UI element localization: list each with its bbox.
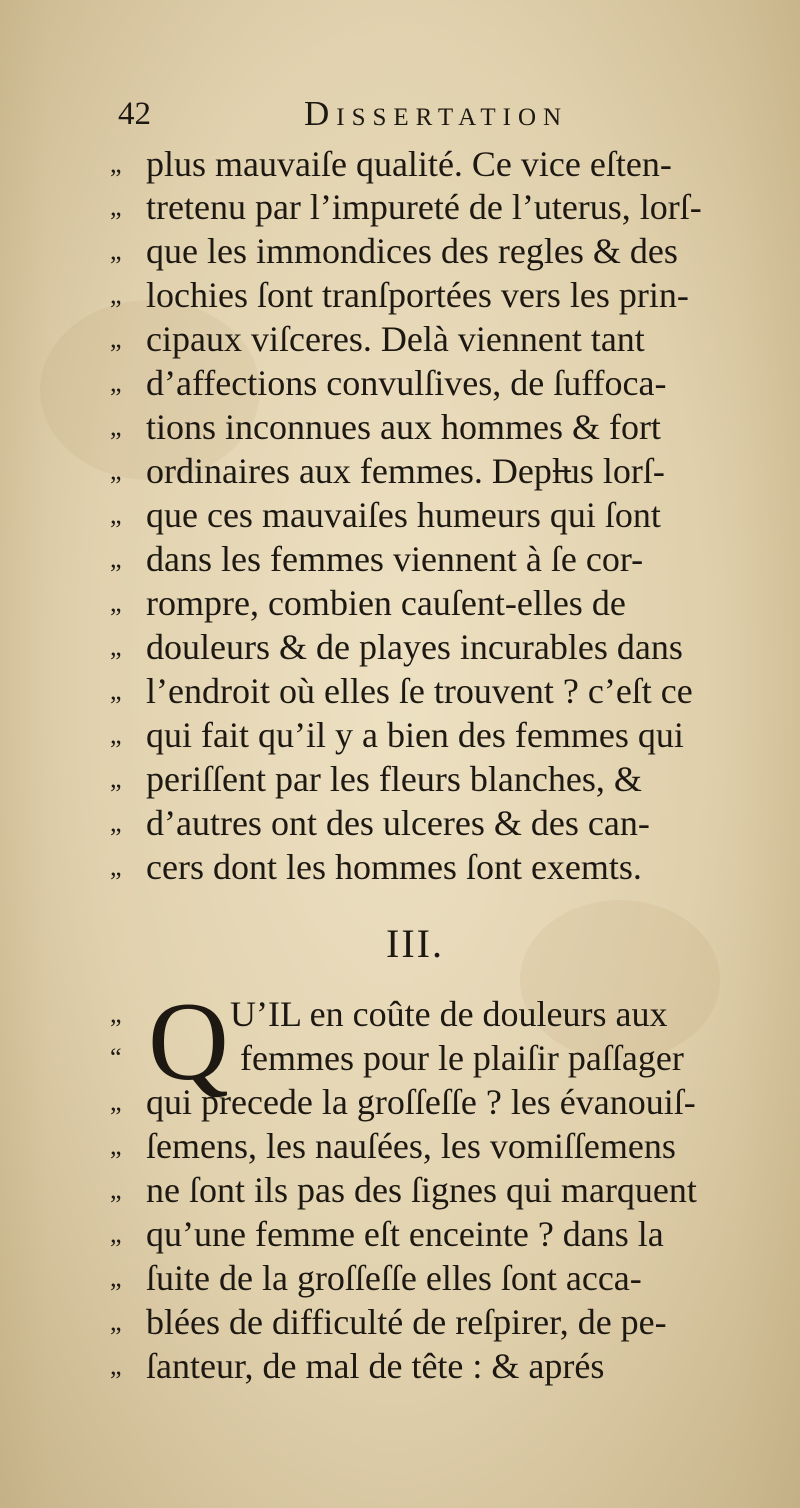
quote-mark: „ bbox=[110, 808, 122, 837]
line-text: qui fait qu’il y a bien des femmes qui bbox=[146, 715, 684, 755]
text-line bbox=[110, 449, 665, 493]
text-line bbox=[110, 1168, 697, 1212]
quote-mark: „ bbox=[110, 236, 122, 265]
text-line bbox=[110, 757, 642, 801]
line-text: blées de difficulté de reſpirer, de pe- bbox=[146, 1302, 667, 1342]
line-text: cers dont les hommes ſont exemts. bbox=[146, 847, 642, 887]
line-text: douleurs & de playes incurables dans bbox=[146, 627, 683, 667]
running-title: Dissertation bbox=[304, 94, 569, 133]
page-number: 42 bbox=[118, 96, 151, 132]
quote-mark: „ bbox=[110, 632, 122, 661]
quote-mark: „ bbox=[110, 324, 122, 353]
quote-mark: „ bbox=[110, 280, 122, 309]
line-text: ſuite de la groſſeſſe elles ſont acca- bbox=[146, 1258, 642, 1298]
text-line bbox=[230, 992, 668, 1036]
text-line bbox=[110, 1256, 642, 1300]
page-header bbox=[118, 94, 678, 144]
line-text: tions inconnues aux hommes & fort bbox=[146, 407, 661, 447]
text-line bbox=[110, 142, 672, 186]
text-line bbox=[240, 1036, 684, 1080]
line-text: U’IL en coûte de douleurs aux bbox=[230, 994, 668, 1034]
text-line bbox=[110, 1300, 667, 1344]
text-line bbox=[110, 1036, 146, 1080]
quote-mark: „ bbox=[110, 720, 122, 749]
line-text: que ces mauvaiſes humeurs qui ſont bbox=[146, 495, 661, 535]
text-line bbox=[110, 361, 667, 405]
quote-mark: „ bbox=[110, 1263, 122, 1292]
line-text: plus mauvaiſe qualité. Ce vice eſten- bbox=[146, 144, 672, 184]
line-text: ſanteur, de mal de tête : & aprés bbox=[146, 1346, 605, 1386]
quote-mark: „ bbox=[110, 588, 122, 617]
quote-mark: “ bbox=[110, 1043, 122, 1072]
quote-mark: „ bbox=[110, 1131, 122, 1160]
quote-mark: „ bbox=[110, 999, 122, 1028]
line-text: dans les femmes viennent à ſe cor- bbox=[146, 539, 644, 579]
line-text: femmes pour le plaiſir paſſager bbox=[240, 1038, 684, 1078]
line-text: d’affections convulſives, de ſuffoca- bbox=[146, 363, 667, 403]
text-line bbox=[110, 537, 643, 581]
quote-mark: „ bbox=[110, 1351, 122, 1380]
text-line bbox=[110, 273, 689, 317]
text-line bbox=[110, 1344, 604, 1388]
line-text: cipaux viſceres. Delà viennent tant bbox=[146, 319, 645, 359]
line-text: que les immondices des regles & des bbox=[146, 231, 678, 271]
text-line bbox=[110, 1212, 664, 1256]
text-line bbox=[110, 185, 702, 229]
line-text: periſſent par les fleurs blanches, & bbox=[146, 759, 642, 799]
quote-mark: „ bbox=[110, 852, 122, 881]
quote-mark: „ bbox=[110, 676, 122, 705]
quote-mark: „ bbox=[110, 500, 122, 529]
drop-cap: Q bbox=[148, 980, 229, 1104]
text-line bbox=[110, 1124, 676, 1168]
quote-mark: „ bbox=[110, 544, 122, 573]
line-text: rompre, combien cauſent-elles de bbox=[146, 583, 626, 623]
text-line bbox=[110, 669, 693, 713]
text-line bbox=[110, 493, 661, 537]
text-line bbox=[110, 405, 661, 449]
text-line bbox=[110, 713, 684, 757]
line-text: ſemens, les nauſées, les vomiſſemens bbox=[146, 1126, 676, 1166]
text-line bbox=[110, 801, 650, 845]
line-text: d’autres ont des ulceres & des can- bbox=[146, 803, 650, 843]
line-text: lochies ſont tranſportées vers les prin- bbox=[146, 275, 689, 315]
text-line bbox=[110, 992, 146, 1036]
quote-mark: „ bbox=[110, 764, 122, 793]
line-text: qui precede la groſſeſſe ? les évanouiſ- bbox=[146, 1082, 696, 1122]
quote-mark: „ bbox=[110, 149, 122, 178]
text-line bbox=[110, 229, 678, 273]
quote-mark: „ bbox=[110, 1175, 122, 1204]
text-line bbox=[110, 317, 645, 361]
line-text: tretenu par l’impureté de l’uterus, lorſ- bbox=[146, 187, 702, 227]
line-text: ne ſont ils pas des ſignes qui marquent bbox=[146, 1170, 697, 1210]
quote-mark: „ bbox=[110, 1307, 122, 1336]
quote-mark: „ bbox=[110, 1219, 122, 1248]
text-line bbox=[110, 845, 642, 889]
line-text: l’endroit où elles ſe trouvent ? c’eſt ce bbox=[146, 671, 693, 711]
quote-mark: „ bbox=[110, 368, 122, 397]
quote-mark: „ bbox=[110, 1087, 122, 1116]
quote-mark: „ bbox=[110, 456, 122, 485]
section-number: III. bbox=[386, 921, 444, 966]
line-text: ordinaires aux femmes. Depl̶us lorſ- bbox=[146, 451, 665, 491]
text-line bbox=[110, 581, 626, 625]
quote-mark: „ bbox=[110, 192, 122, 221]
line-text: qu’une femme eſt enceinte ? dans la bbox=[146, 1214, 664, 1254]
text-line bbox=[110, 1080, 696, 1124]
quote-mark: „ bbox=[110, 412, 122, 441]
text-line bbox=[110, 625, 683, 669]
